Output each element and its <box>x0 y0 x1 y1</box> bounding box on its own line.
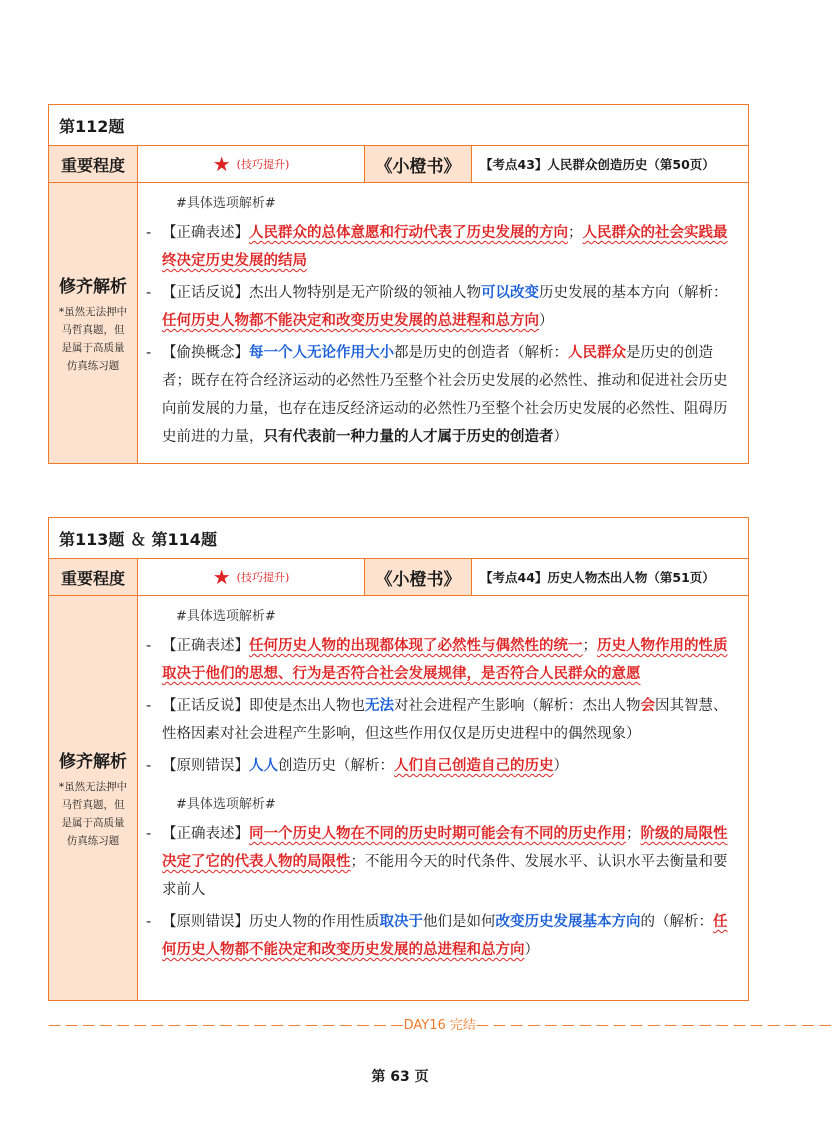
star-icon: ★ <box>212 152 231 176</box>
book-label: 《小橙书》 <box>365 146 472 182</box>
analysis-title: 修齐解析 <box>59 751 127 772</box>
option-item: - 【正话反说】杰出人物特别是无产阶级的领袖人物可以改变历史发展的基本方向（解析：任何历史人物都不能决定和改变历史发展的总进程和总方向） <box>146 285 728 329</box>
option-item: - 【正确表述】同一个历史人物在不同的历史时期可能会有不同的历史作用；阶级的局限性决定了它的代表人物的局限性；不能用今天的时代条件、发展水平、认识水平去衡量和要求前人 <box>146 826 728 898</box>
section-subtitle: #具体选项解析# <box>176 196 276 211</box>
importance-label: 重要程度 <box>49 146 138 182</box>
importance-rating <box>138 559 365 595</box>
question-card-113-114 <box>48 517 749 1001</box>
importance-rating <box>138 146 365 182</box>
section-subtitle: #具体选项解析# <box>176 797 276 812</box>
importance-row <box>49 146 748 183</box>
option-item: - 【偷换概念】每一个人无论作用大小都是历史的创造者（解析：人民群众是历史的创造者；既存在符合经济运动的必然性乃至整个社会历史发展的必然性、推动和促进社会历史向前发展的力量，也存在违反经济运动的必然性乃至整个社会历史发展的必然性、阻碍历史前进的力量，只有代表前一种力量的人才属于历史的创造者） <box>146 345 728 445</box>
importance-label: 重要程度 <box>49 559 138 595</box>
skill-tag: (技巧提升) <box>236 158 290 171</box>
analysis-content <box>138 596 748 1000</box>
book-label: 《小橙书》 <box>365 559 472 595</box>
section-end-divider: — — — — — — — — — — — — — — — — — — — — —DAY16 完结— — — — — — — — — — — — — — — — — — — — — <box>48 1018 832 1033</box>
star-icon: ★ <box>212 565 231 589</box>
page-number: 第 63 页 <box>371 1069 429 1085</box>
question-title: 第112题 <box>49 105 748 146</box>
section-subtitle: #具体选项解析# <box>176 609 276 624</box>
analysis-content <box>138 183 748 463</box>
analysis-note: *虽然无法押中马哲真题，但是属于高质量仿真练习题 <box>58 305 128 372</box>
question-card-112 <box>48 104 749 464</box>
option-item: - 【正确表述】人民群众的总体意愿和行动代表了历史发展的方向；人民群众的社会实践最终决定历史发展的结局 <box>146 225 728 269</box>
importance-row <box>49 559 748 596</box>
analysis-sidebar <box>49 596 138 1000</box>
knowledge-point: 【考点44】历史人物杰出人物（第51页） <box>480 570 715 585</box>
analysis-sidebar <box>49 183 138 463</box>
analysis-note: *虽然无法押中马哲真题，但是属于高质量仿真练习题 <box>58 780 128 847</box>
option-item: - 【正话反说】即使是杰出人物也无法对社会进程产生影响（解析：杰出人物会因其智慧、性格因素对社会进程产生影响，但这些作用仅仅是历史进程中的偶然现象） <box>146 698 728 742</box>
knowledge-point: 【考点43】人民群众创造历史（第50页） <box>480 157 715 172</box>
option-item: - 【原则错误】人人创造历史（解析：人们自己创造自己的历史） <box>146 758 568 774</box>
option-item: - 【原则错误】历史人物的作用性质取决于他们是如何改变历史发展基本方向的（解析：任何历史人物都不能决定和改变历史发展的总进程和总方向） <box>146 914 728 958</box>
analysis-title: 修齐解析 <box>59 276 127 297</box>
question-title: 第113题 ＆ 第114题 <box>49 518 748 559</box>
option-item: - 【正确表述】任何历史人物的出现都体现了必然性与偶然性的统一；历史人物作用的性质取决于他们的思想、行为是否符合社会发展规律，是否符合人民群众的意愿 <box>146 638 728 682</box>
skill-tag: (技巧提升) <box>236 571 290 584</box>
